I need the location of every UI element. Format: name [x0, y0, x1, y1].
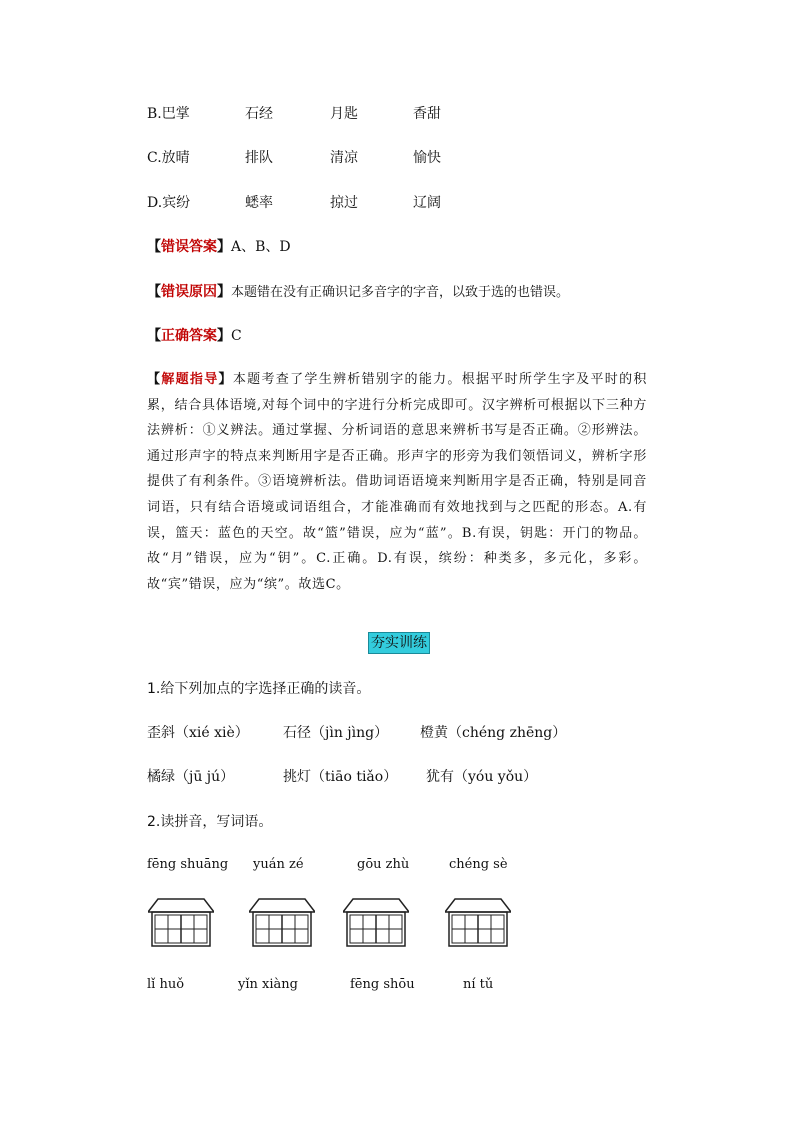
- option-word: 蟋率: [245, 195, 273, 211]
- pinyin-label: yuán zé: [253, 857, 304, 872]
- pinyin-label: lǐ huǒ: [147, 977, 185, 992]
- pronunciation-item: 犹有（yóu yǒu）: [426, 769, 538, 785]
- option-label: D.宾纷: [147, 195, 191, 211]
- option-label: C.放晴: [147, 150, 190, 166]
- question-1-title: 1.给下列加点的字选择正确的读音。: [147, 681, 371, 697]
- writing-box-house[interactable]: [445, 898, 511, 948]
- question-2-title: 2.读拼音，写词语。: [147, 814, 273, 830]
- pinyin-label: gōu zhù: [357, 857, 410, 872]
- pronunciation-item: 石径（jìn jìng）: [283, 725, 389, 741]
- wrong-reason-line: [147, 281, 569, 301]
- pinyin-label: ní tǔ: [463, 977, 494, 992]
- option-word: 月匙: [330, 106, 358, 122]
- writing-box-house[interactable]: [148, 898, 214, 948]
- wrong-answer-value: A、B、D: [231, 239, 291, 255]
- pinyin-label: fēng shōu: [350, 977, 415, 992]
- option-label: B.巴掌: [147, 106, 190, 122]
- writing-box-house[interactable]: [343, 898, 409, 948]
- option-word: 清凉: [330, 150, 358, 166]
- pinyin-label: yǐn xiàng: [238, 977, 298, 992]
- option-word: 掠过: [330, 195, 358, 211]
- pronunciation-item: 橘绿（jū jú）: [147, 769, 235, 785]
- solution-guide-text: 本题考查了学生辨析错别字的能力。根据平时所学生字及平时的积累，结合具体语境,对每个词中的字进行分析完成即可。汉字辨析可根据以下三种方法辨析：①义辨法。通过掌握、分析词语的意思来辨析书写是否正确。②形辨法。通过形声字的特点来判断用字是否正确。形声字的形旁为我们领悟词义，辨析字形提供了有利条件。③语境辨析法。借助词语语境来判断用字是否正确，特别是同音词语，只有结合语境或词语组合，才能准确而有效地找到与之匹配的形态。A.有误，篮天：蓝色的天空。故“篮”错误，应为“蓝”。B.有误，钥匙：开门的物品。故“月”错误，应为“钥”。C.正确。D.有误，缤纷：种类多，多元化，多彩。故“宾”错误，应为“缤”。故选C。: [147, 372, 647, 592]
- pinyin-label: fēng shuāng: [147, 857, 229, 872]
- solution-guide-tag: 【解题指导】: [147, 372, 233, 387]
- pronunciation-item: 歪斜（xié xiè）: [147, 725, 249, 741]
- wrong-reason-tag: 【错误原因】: [147, 284, 231, 300]
- option-word: 愉快: [413, 150, 441, 166]
- option-word: 辽阔: [413, 195, 441, 211]
- correct-answer-line: [147, 325, 242, 345]
- pronunciation-item: 挑灯（tiāo tiǎo）: [283, 769, 398, 785]
- correct-answer-tag: 【正确答案】: [147, 328, 231, 344]
- solution-guide-paragraph: [147, 367, 647, 597]
- writing-box-house[interactable]: [249, 898, 315, 948]
- option-word: 石经: [245, 106, 273, 122]
- pinyin-label: chéng sè: [449, 857, 508, 872]
- wrong-answer-tag: 【错误答案】: [147, 239, 231, 255]
- section-badge: 夯实训练: [368, 632, 430, 654]
- pronunciation-item: 橙黄（chéng zhēng）: [420, 725, 567, 741]
- correct-answer-value: C: [231, 328, 242, 344]
- wrong-reason-value: 本题错在没有正确识记多音字的字音，以致于选的也错误。: [231, 285, 570, 300]
- wrong-answer-line: [147, 236, 291, 256]
- option-word: 排队: [245, 150, 273, 166]
- option-word: 香甜: [413, 106, 441, 122]
